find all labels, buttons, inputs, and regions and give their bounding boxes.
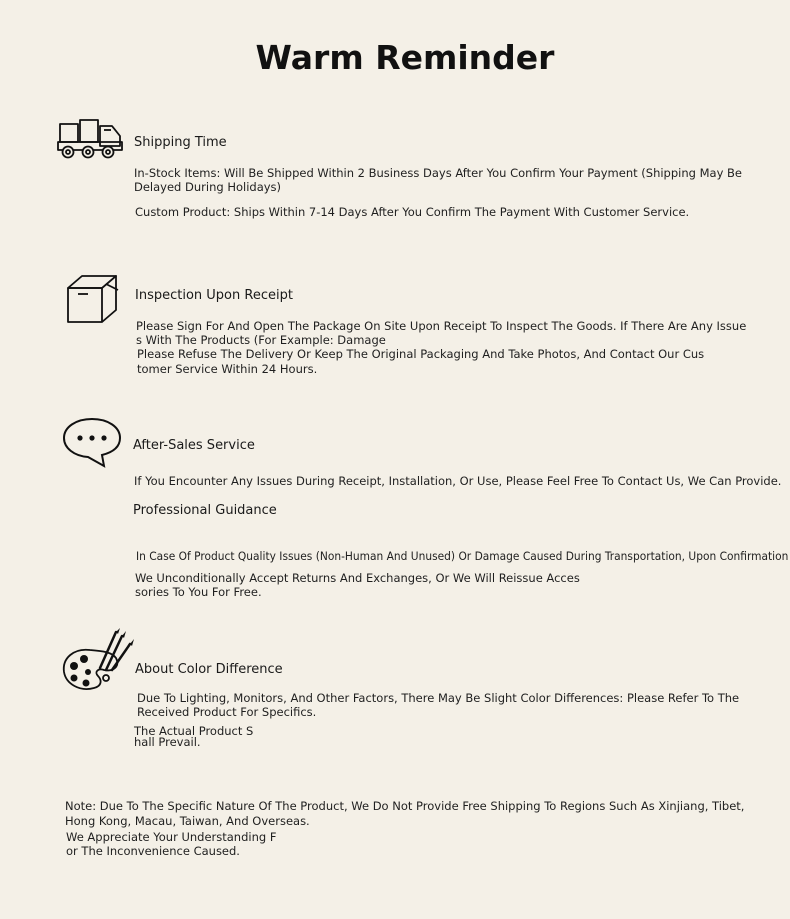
after-sales-subheading: Professional Guidance — [133, 503, 277, 518]
note-text-1: Note: Due To The Specific Nature Of The Product, We Do Not Provide Free Shipping To Regions Such As Xinjiang, Tibet, — [65, 799, 745, 813]
after-sales-text-2: In Case Of Product Quality Issues (Non-Human And Unused) Or Damage Caused During Transportation, Upon Confirmation — [136, 549, 789, 563]
shipping-text-2: Custom Product: Ships Within 7-14 Days After You Confirm The Payment With Customer Service. — [135, 205, 690, 219]
truck-icon — [56, 118, 126, 162]
shipping-heading: Shipping Time — [134, 135, 227, 150]
inspection-text-2: Please Refuse The Delivery Or Keep The Original Packaging And Take Photos, And Contact Our Cus — [137, 347, 705, 361]
color-text-2b: hall Prevail. — [134, 735, 201, 749]
box-icon — [62, 272, 122, 326]
color-text-1: Due To Lighting, Monitors, And Other Factors, There May Be Slight Color Differences: Please Refer To The — [137, 691, 740, 705]
inspection-text-1b: s With The Products (For Example: Damage — [136, 333, 386, 347]
page-title: Warm Reminder — [255, 38, 555, 77]
color-text-2: The Actual Product S — [134, 724, 254, 738]
note-text-1b: Hong Kong, Macau, Taiwan, And Overseas. — [65, 814, 310, 828]
after-sales-text-1: If You Encounter Any Issues During Receipt, Installation, Or Use, Please Feel Free To Contact Us, We Can Provide. — [134, 474, 782, 488]
shipping-text-1: In-Stock Items: Will Be Shipped Within 2 Business Days After You Confirm Your Payment (Shipping May Be — [134, 166, 742, 180]
speech-bubble-icon — [62, 416, 124, 470]
inspection-heading: Inspection Upon Receipt — [135, 288, 293, 303]
after-sales-text-3b: sories To You For Free. — [135, 585, 262, 599]
shipping-text-1b: Delayed During Holidays) — [134, 180, 282, 194]
note-text-2: We Appreciate Your Understanding F — [66, 830, 277, 844]
palette-icon — [60, 626, 136, 694]
inspection-text-2b: tomer Service Within 24 Hours. — [137, 362, 318, 376]
color-text-1b: Received Product For Specifics. — [137, 705, 317, 719]
note-text-2b: or The Inconvenience Caused. — [66, 844, 240, 858]
after-sales-text-3: We Unconditionally Accept Returns And Exchanges, Or We Will Reissue Acces — [135, 571, 580, 585]
inspection-text-1: Please Sign For And Open The Package On Site Upon Receipt To Inspect The Goods. If There Are Any Issue — [136, 319, 747, 333]
after-sales-heading: After-Sales Service — [133, 438, 255, 453]
color-heading: About Color Difference — [135, 662, 283, 677]
